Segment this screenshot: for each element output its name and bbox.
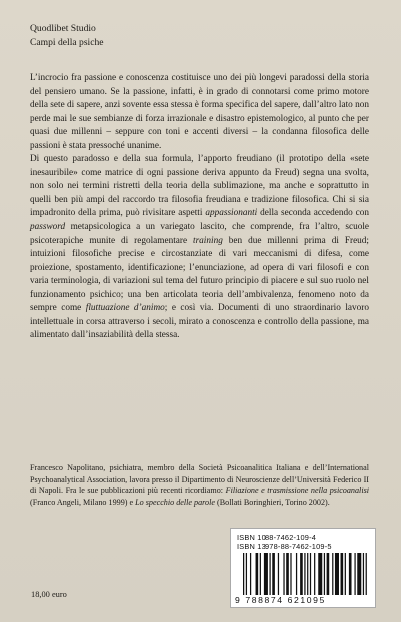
blurb-p2-italic-3: training [193,235,223,246]
publisher-block [30,22,104,50]
author-bio-paragraph [30,462,369,508]
blurb-paragraph-2 [30,153,369,343]
barcode-bar [250,553,251,595]
blurb-text [30,72,369,343]
barcode-bar [310,553,311,595]
blurb-p2-text-a: Di questo paradosso e della sua formula, l’apporto freudiano (il prototipo della «sete inesauribile» come matrice di ogni passione deriva appunto da Freud) segna una svolta, non solo nei termini ristretti della teoria della sublimazione, ma anche e soprattutto in quelli ben più ampi del raccordo tra filosofia freudiana e tradizione filosofica. Chi si sia impadronito della prima, può rivisitare aspetti [30,154,369,219]
barcode-bar [264,553,268,595]
publisher-imprint: Quodlibet Studio [30,23,96,34]
blurb-p1-text: L’incrocio fra passione e conoscenza costituisce uno dei più longevi paradossi della storia del pensiero umano. Se la passione, infatti, è in grado di connotarsi come primo motore della sete di sapere, anzi sovente essa stessa è forma specifica del sapere, dall’altro lato non perde mai le sue sembianze di forza irrazionale e disastro epistemologico, al punto che per quasi due millenni – seppure con toni e accenti diversi – la condanna filosofica delle passioni è stata pressoché unanime. [30,73,369,151]
isbn10-value: 88-7462-109-4 [265,533,317,542]
author-bio-title-1: Filiazione e trasmissione nella psicoanalisi [225,486,369,496]
barcode-bar [363,553,364,595]
price-label: 18,00 euro [31,590,67,599]
isbn-barcode-block [230,528,376,608]
barcode-bar [296,553,297,595]
barcode-graphic [241,553,369,595]
author-bio-title-2: Lo specchio delle parole [135,497,215,507]
blurb-paragraph-1 [30,72,369,153]
barcode-bar [327,553,330,595]
barcode-bar [260,553,261,595]
barcode-bar [290,553,291,595]
barcode-bar [324,553,325,595]
barcode-bar [243,553,244,595]
author-bio-text-b: (Franco Angeli, Milano 1999) e [30,497,136,507]
barcode-bar [272,553,275,595]
barcode-bar [354,553,355,595]
isbn13-label: ISBN 13 [237,542,266,551]
isbn13-line [237,542,332,551]
barcode-bar [366,553,367,595]
barcode-bar [269,553,270,595]
barcode-bar [278,553,279,595]
author-bio-text-c: (Bollati Boringhieri, Torino 2002). [214,497,330,507]
blurb-p2-text-c: metapsicologica a un variegato lascito, che comprende, fra l’altro, scuole psicoterapiche munite di regolamentare [30,222,369,246]
blurb-p2-italic-4: fluttuazione d’animo [85,303,165,314]
barcode-bar [332,553,333,595]
blurb-p2-text-b: della seconda accedendo con [257,208,369,219]
author-bio [30,462,369,508]
barcode-bar [246,553,247,595]
isbn10-label: ISBN 10 [237,533,266,542]
series-name: Campi della psiche [30,37,104,48]
barcode-bar [318,553,322,595]
barcode-bar [286,553,289,595]
barcode-bar [357,553,361,595]
barcode-bar [345,553,346,595]
barcode-bar [307,553,308,595]
barcode-bar [304,553,305,595]
isbn10-line [237,533,316,542]
blurb-p2-italic-2: password [30,222,66,233]
blurb-p2-italic-1: appassionanti [205,208,258,219]
isbn13-value: 978-88-7462-109-5 [265,542,332,551]
barcode-bar [314,553,315,595]
barcode-bar [341,553,344,595]
author-bio-text-a: Francesco Napolitano, psichiatra, membro della Società Psicoanalitica Italiana e dell’International Psychoanalytical Association, lavora presso il Dipartimento di Neuroscienze dell’Università Federico II di Napoli. Fra le sue pubblicazioni più recenti ricordiamo: [30,463,369,496]
barcode-digits: 9 788874 621095 [235,595,326,605]
barcode-bar [300,553,303,595]
barcode-bar [349,553,352,595]
barcode-bar [335,553,339,595]
barcode-bar [283,553,284,595]
blurb-p2-text-e: ; e così via. Documenti di uno straordinario lavoro intellettuale in corsa attraverso i secoli, mirato a conoscenza e controllo della passione, ma alimentato dall’insaziabilità della stessa. [30,303,369,341]
barcode-bar [256,553,259,595]
blurb-p2-text-d: ben due millenni prima di Freud; intuizioni filosofiche precise e circostanziate di vari meccanismi di difesa, come proiezione, spostamento, identificazione; l’enunciazione, ad opera di vari filosofi e con varia terminologia, di variazioni sul tema del futuro principio di piacere e sul suo ruolo nel funzionamento psichico; una ben articolata teoria dell’ambivalenza, fenomeno noto da sempre come [30,235,370,314]
